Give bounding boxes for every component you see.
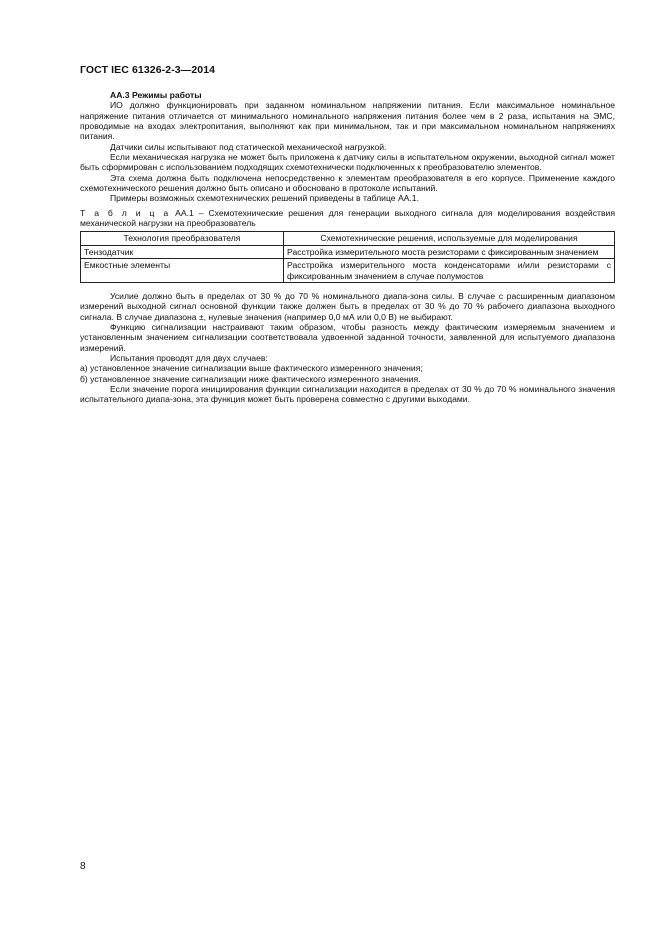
table-header-cell: Схемотехнические решения, используемые для моделирования	[284, 232, 615, 245]
table-row	[81, 259, 615, 283]
paragraph: Испытания проводят для двух случаев:	[110, 352, 268, 363]
paragraph: Если механическая нагрузка не может быть приложена к датчику силы в испытательном окружении, выходной сигнал может быть сформирован с использованием подходящих схемотехнически подключенных к преобразователю элементов.	[80, 152, 615, 173]
table-caption-prefix: Т а б л и ц а	[80, 207, 171, 218]
page-number: 8	[80, 861, 86, 872]
table-header-row	[81, 232, 615, 245]
table-cell: Расстройка измерительного моста конденсаторами и/или резисторами с фиксированным значением в случае полумостов	[284, 259, 615, 283]
table-header-cell: Технология преобразователя	[81, 232, 284, 245]
table-aa1	[80, 231, 615, 282]
paragraph: Примеры возможных схемотехнических решений приведены в таблице АА.1.	[110, 193, 419, 204]
list-item: б) установленное значение сигнализации ниже фактического измеренного значения.	[80, 373, 421, 384]
paragraph: Эта схема должна быть подключена непосредственно к элементам преобразователя в его корпусе. Применение каждого схемотехнического решения должно быть описано и обосновано в протоколе испытаний.	[80, 172, 615, 194]
paragraph: Если значение порога инициирования функции сигнализации находится в пределах от 30 % до 70 % номинального значения испытательного диапа-зона, эта функция может быть проверена совместно с другими выходами.	[80, 383, 615, 405]
paragraph: Функцию сигнализации настраивают таким образом, чтобы разность между фактическим измеряемым значением и установленным значением сигнализации соответствовала удвоенной заданной точности, заявленной для испытуемого диапазона измерений.	[80, 321, 615, 353]
table-caption-text: АА.1 – Схемотехнические решения для генерации выходного сигнала для моделирования воздействия механической нагрузки на преобразователь	[80, 207, 615, 229]
list-item: а) установленное значение сигнализации выше фактического измеренного значения;	[80, 363, 423, 374]
table-cell: Емкостные элементы	[81, 259, 284, 283]
table-row	[81, 245, 615, 258]
section-title: АА.3 Режимы работы	[110, 90, 202, 100]
table-cell: Тензодатчик	[81, 245, 284, 258]
document-body	[80, 90, 615, 405]
paragraph: Усилие должно быть в пределах от 30 % до 70 % номинального диапа-зона силы. В случае с расширенным диапазоном измерений выходной сигнал основной функции также должен быть в пределах от 30 % до 70 % рабочего диапазона выходного сигнала. В случае диапазона ±, нулевые значения (например 0,0 мА или 0,0 В) не выбирают.	[80, 290, 615, 322]
table-caption	[80, 208, 615, 229]
document-header: ГОСТ IEC 61326-2-3—2014	[80, 64, 216, 76]
paragraph: Датчики силы испытывают под статической механической нагрузкой.	[110, 141, 387, 152]
paragraph: ИО должно функционировать при заданном номинальном напряжении питания. Если максимальное номинальное напряжение питания отличается от минимального номинального напряжения питания более чем в 2 раза, испытания на ЭМС, проводимые на входах электропитания, выполняют как при минимальном, так и при максимальном номинальном напряжениях питания.	[80, 100, 615, 142]
table-cell: Расстройка измерительного моста резисторами с фиксированным значением	[284, 245, 615, 258]
